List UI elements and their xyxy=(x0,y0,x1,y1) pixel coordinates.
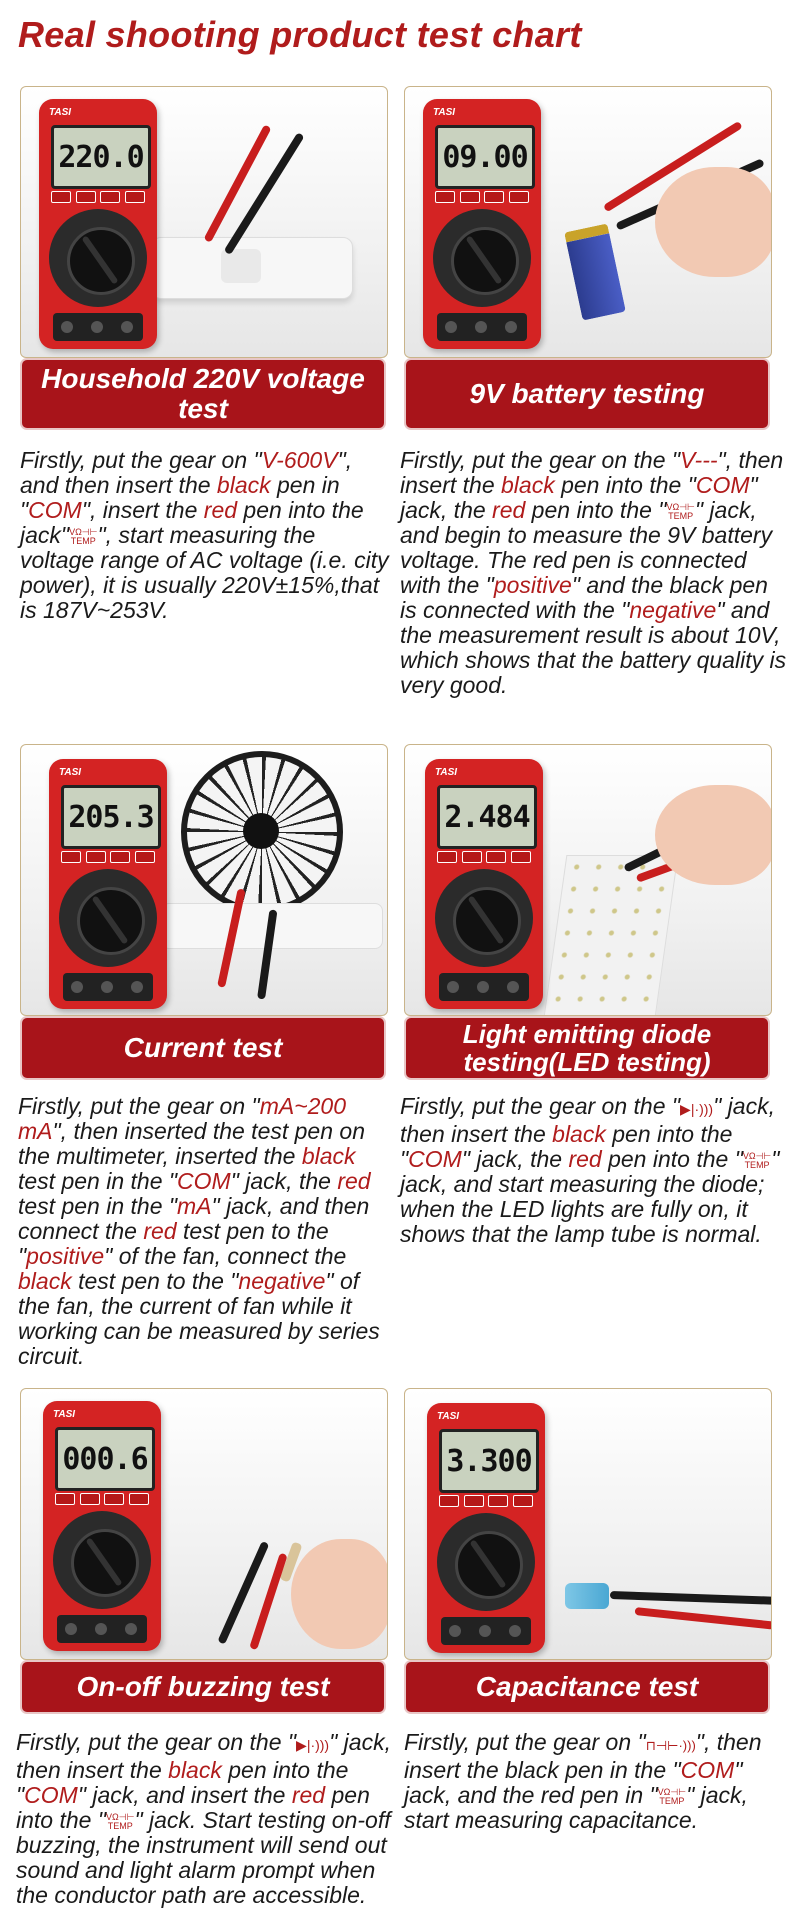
jack-tag: VΩ⊣⊢ TEMP xyxy=(666,501,695,521)
card-label-led: Light emitting diode testing(LED testing) xyxy=(404,1016,770,1080)
desc-9v-battery: Firstly, put the gear on the "V---", then insert the black pen into the "COM" jack, the red pen into the " VΩ⊣⊢ TEMP " jack, and begin to measure the 9V battery voltage. The red pen is connected with the "positive" and the black pen is connected with the "negative" and the measurement result is about 10V, which shows that the battery quality is very good. xyxy=(400,447,787,698)
input-jacks xyxy=(57,1615,147,1643)
multimeter xyxy=(423,99,541,349)
outlet-socket xyxy=(221,249,261,283)
lcd-reading: 000.6 xyxy=(55,1427,155,1491)
lcd-reading: 205.3 xyxy=(61,785,161,849)
red-test-lead xyxy=(203,124,271,243)
capacitor xyxy=(565,1583,609,1609)
rotary-knob xyxy=(77,887,145,955)
photo-9v-battery xyxy=(404,86,772,358)
input-jacks xyxy=(437,313,527,341)
lcd-reading: 2.484 xyxy=(437,785,537,849)
card-label-9v-battery: 9V battery testing xyxy=(404,358,770,430)
desc-current: Firstly, put the gear on "mA~200 mA", then inserted the test pen on the multimeter, inserted the black test pen in the "COM" jack, the red test pen in the "mA" jack, and then connect the red test pen to the "positive" of the fan, connect the black test pen to the "negative" of the fan, the current of fan while it working can be measured by series circuit. xyxy=(18,1093,380,1369)
photo-capacitance xyxy=(404,1388,772,1660)
jack-tag: VΩ⊣⊢ TEMP xyxy=(657,1786,687,1806)
brand-logo: TASI xyxy=(435,767,458,778)
function-buttons xyxy=(435,191,529,203)
input-jacks xyxy=(441,1617,531,1645)
rotary-knob xyxy=(455,1531,523,1599)
desc-capacitance: Firstly, put the gear on "⊓⊣⊢·)))", then insert the black pen in the "COM" jack, and the red pen in " VΩ⊣⊢ TEMP " jack, start measuring capacitance. xyxy=(404,1729,762,1833)
hand xyxy=(655,785,772,885)
black-test-lead xyxy=(610,1591,772,1605)
card-label-buzzing: On-off buzzing test xyxy=(20,1660,386,1714)
rotary-knob xyxy=(67,227,135,295)
function-buttons xyxy=(51,191,145,203)
hand xyxy=(655,167,772,277)
lcd-reading: 3.300 xyxy=(439,1429,539,1493)
photo-led xyxy=(404,744,772,1016)
led-board xyxy=(544,855,679,1016)
red-test-lead xyxy=(635,1607,772,1630)
brand-logo: TASI xyxy=(59,767,82,778)
jack-tag: VΩ⊣⊢ TEMP xyxy=(106,1811,135,1831)
function-buttons xyxy=(55,1493,149,1505)
card-label-household-voltage: Household 220V voltage test xyxy=(20,358,386,430)
multimeter xyxy=(425,759,543,1009)
photo-current xyxy=(20,744,388,1016)
input-jacks xyxy=(53,313,143,341)
brand-logo: TASI xyxy=(49,107,72,118)
rotary-knob xyxy=(453,887,521,955)
diode-buzzer-icon: ▶|·))) xyxy=(680,1101,714,1117)
lcd-reading: 220.0 xyxy=(51,125,151,189)
card-label-capacitance: Capacitance test xyxy=(404,1660,770,1714)
input-jacks xyxy=(63,973,153,1001)
desc-buzzing: Firstly, put the gear on the "▶|·)))" jack, then insert the black pen into the "COM" jack, and insert the red pen into the " VΩ⊣⊢ TEMP " jack. Start testing on-off buzzing, the instrument will send out sound and light alarm prompt when the conductor path are accessible. xyxy=(16,1729,391,1908)
input-jacks xyxy=(439,973,529,1001)
diode-buzzer-icon: ▶|·))) xyxy=(296,1737,330,1753)
desc-household-voltage: Firstly, put the gear on "V-600V", and then insert the black pen in "COM", insert the red pen into the jack" VΩ⊣⊢ TEMP ", start measuring the voltage range of AC voltage (i.e. city power), it is usually 220V±15%,that is 187V~253V. xyxy=(20,447,389,623)
photo-buzzing xyxy=(20,1388,388,1660)
rotary-knob xyxy=(71,1529,139,1597)
lcd-reading: 09.00 xyxy=(435,125,535,189)
brand-logo: TASI xyxy=(433,107,456,118)
brand-logo: TASI xyxy=(437,1411,460,1422)
fan-hub xyxy=(243,813,279,849)
photo-household-voltage xyxy=(20,86,388,358)
jack-tag: VΩ⊣⊢ TEMP xyxy=(742,1150,772,1170)
brand-logo: TASI xyxy=(53,1409,76,1420)
multimeter xyxy=(39,99,157,349)
multimeter xyxy=(43,1401,161,1651)
function-buttons xyxy=(439,1495,533,1507)
page-title: Real shooting product test chart xyxy=(18,14,582,55)
battery-9v xyxy=(564,223,626,320)
function-buttons xyxy=(61,851,155,863)
hand xyxy=(291,1539,388,1649)
capacitance-icon: ⊓⊣⊢·))) xyxy=(645,1738,696,1753)
function-buttons xyxy=(437,851,531,863)
jack-tag: VΩ⊣⊢ TEMP xyxy=(69,526,98,546)
multimeter xyxy=(49,759,167,1009)
card-label-current: Current test xyxy=(20,1016,386,1080)
desc-led: Firstly, put the gear on the "▶|·)))" jack, then insert the black pen into the "COM" jack, the red pen into the " VΩ⊣⊢ TEMP " jack, and start measuring the diode; when the LED lights are fully on, it shows that the lamp tube is normal. xyxy=(400,1093,780,1247)
multimeter xyxy=(427,1403,545,1653)
rotary-knob xyxy=(451,227,519,295)
